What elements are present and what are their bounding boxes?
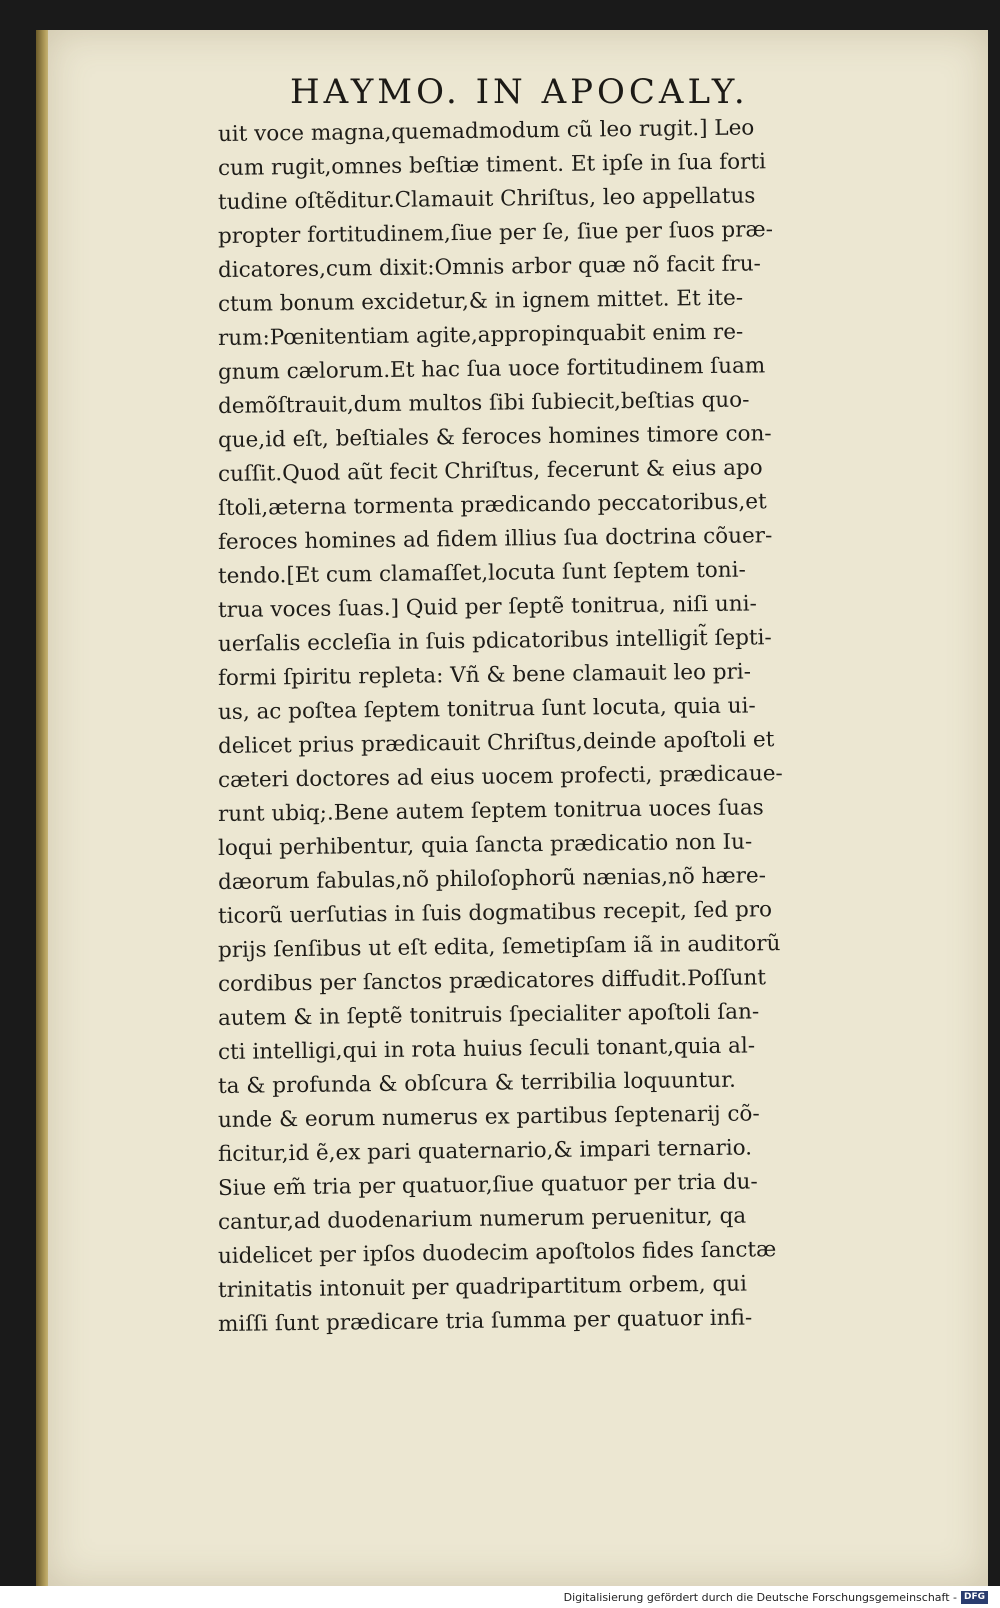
text-line: ficitur,id ẽ,ex pari quaternario,& impari ternario.	[217, 1135, 753, 1167]
body-text	[217, 115, 918, 1342]
running-head: HAYMO. IN APOCALY.	[290, 72, 749, 112]
text-line: miſſi ſunt prædicare tria ſumma per quatuor infi-	[217, 1305, 753, 1337]
text-line: feroces homines ad fidem illius ſua doctrina cõuer-	[217, 523, 773, 555]
text-line: cum rugit,omnes beſtiæ timent. Et ipſe in ſua forti	[217, 149, 767, 181]
text-line: propter fortitudinem,ſiue per ſe, ſiue per ſuos præ-	[217, 217, 774, 249]
text-line: uidelicet per ipſos duodecim apoſtolos fides ſanctæ	[217, 1237, 777, 1269]
text-line: rum:Pœnitentiam agite,appropinquabit enim re-	[217, 319, 744, 351]
text-line: unde & eorum numerus ex partibus ſeptenarij cõ-	[217, 1101, 760, 1133]
text-line: uerſalis eccleſia in ſuis pdicatoribus intelligit̃ ſepti-	[217, 625, 772, 657]
text-line: que,id eſt, beſtiales & feroces homines timore con-	[217, 421, 772, 453]
text-line: cuſſit.Quod aũt fecit Chriſtus, fecerunt & eius apo	[217, 455, 763, 487]
credit-text: Digitalisierung gefördert durch die Deutsche Forschungsgemeinschaft -	[563, 1590, 957, 1604]
text-line: us, ac poſtea ſeptem tonitrua ſunt locuta, quia ui-	[217, 693, 756, 725]
text-line: cordibus per ſanctos prædicatores diffudit.Poſſunt	[217, 965, 767, 997]
text-line: ſtoli,æterna tormenta prædicando peccatoribus,et	[217, 489, 767, 521]
text-line: cantur,ad duodenarium numerum peruenitur, qa	[217, 1203, 747, 1235]
text-line: demõſtrauit,dum multos ſibi ſubiecit,beſtias quo-	[217, 387, 750, 419]
text-line: gnum cælorum.Et hac ſua uoce fortitudinem ſuam	[217, 353, 766, 385]
text-line: ticorũ uerſutias in ſuis dogmatibus recepit, ſed pro	[217, 897, 773, 929]
text-line: loqui perhibentur, quia ſancta prædicatio non Iu-	[217, 829, 753, 861]
text-line: delicet prius prædicauit Chriſtus,deinde apoſtoli et	[217, 727, 775, 759]
text-line: dæorum fabulas,nõ philoſophorũ nænias,nõ hære-	[217, 863, 767, 895]
text-line: uit voce magna,quemadmodum cũ leo rugit.] Leo	[217, 115, 755, 147]
text-line: cti intelligi,qui in rota huius ſeculi tonant,quia al-	[217, 1033, 756, 1065]
text-line: formi ſpiritu repleta: Vñ & bene clamauit leo pri-	[217, 659, 752, 691]
text-line: ta & profunda & obſcura & terribilia loquuntur.	[217, 1067, 737, 1099]
text-line: ctum bonum excidetur,& in ignem mittet. Et ite-	[217, 285, 744, 317]
text-line: trinitatis intonuit per quadripartitum orbem, qui	[217, 1271, 748, 1303]
text-line: tudine oſtẽditur.Clamauit Chriſtus, leo appellatus	[217, 183, 756, 215]
text-line: runt ubiq;.Bene autem ſeptem tonitrua uoces ſuas	[217, 795, 764, 827]
text-line: dicatores,cum dixit:Omnis arbor quæ nõ facit fru-	[217, 251, 762, 283]
text-line: cæteri doctores ad eius uocem profecti, prædicaue-	[217, 761, 783, 793]
text-line: trua voces ſuas.] Quid per ſeptẽ tonitrua, niſi uni-	[217, 591, 757, 623]
digitization-credit	[564, 1589, 988, 1605]
text-line: tendo.[Et cum clamaſſet,locuta ſunt ſeptem toni-	[217, 557, 746, 589]
text-line: Siue em̃ tria per quatuor,ſiue quatuor per tria du-	[217, 1169, 758, 1201]
dfg-logo: DFG	[961, 1591, 988, 1604]
text-line: prijs ſenſibus ut eſt edita, ſemetipſam iã in auditorũ	[217, 931, 781, 963]
text-line: autem & in ſeptẽ tonitruis ſpecialiter apoſtoli ſan-	[217, 999, 760, 1031]
